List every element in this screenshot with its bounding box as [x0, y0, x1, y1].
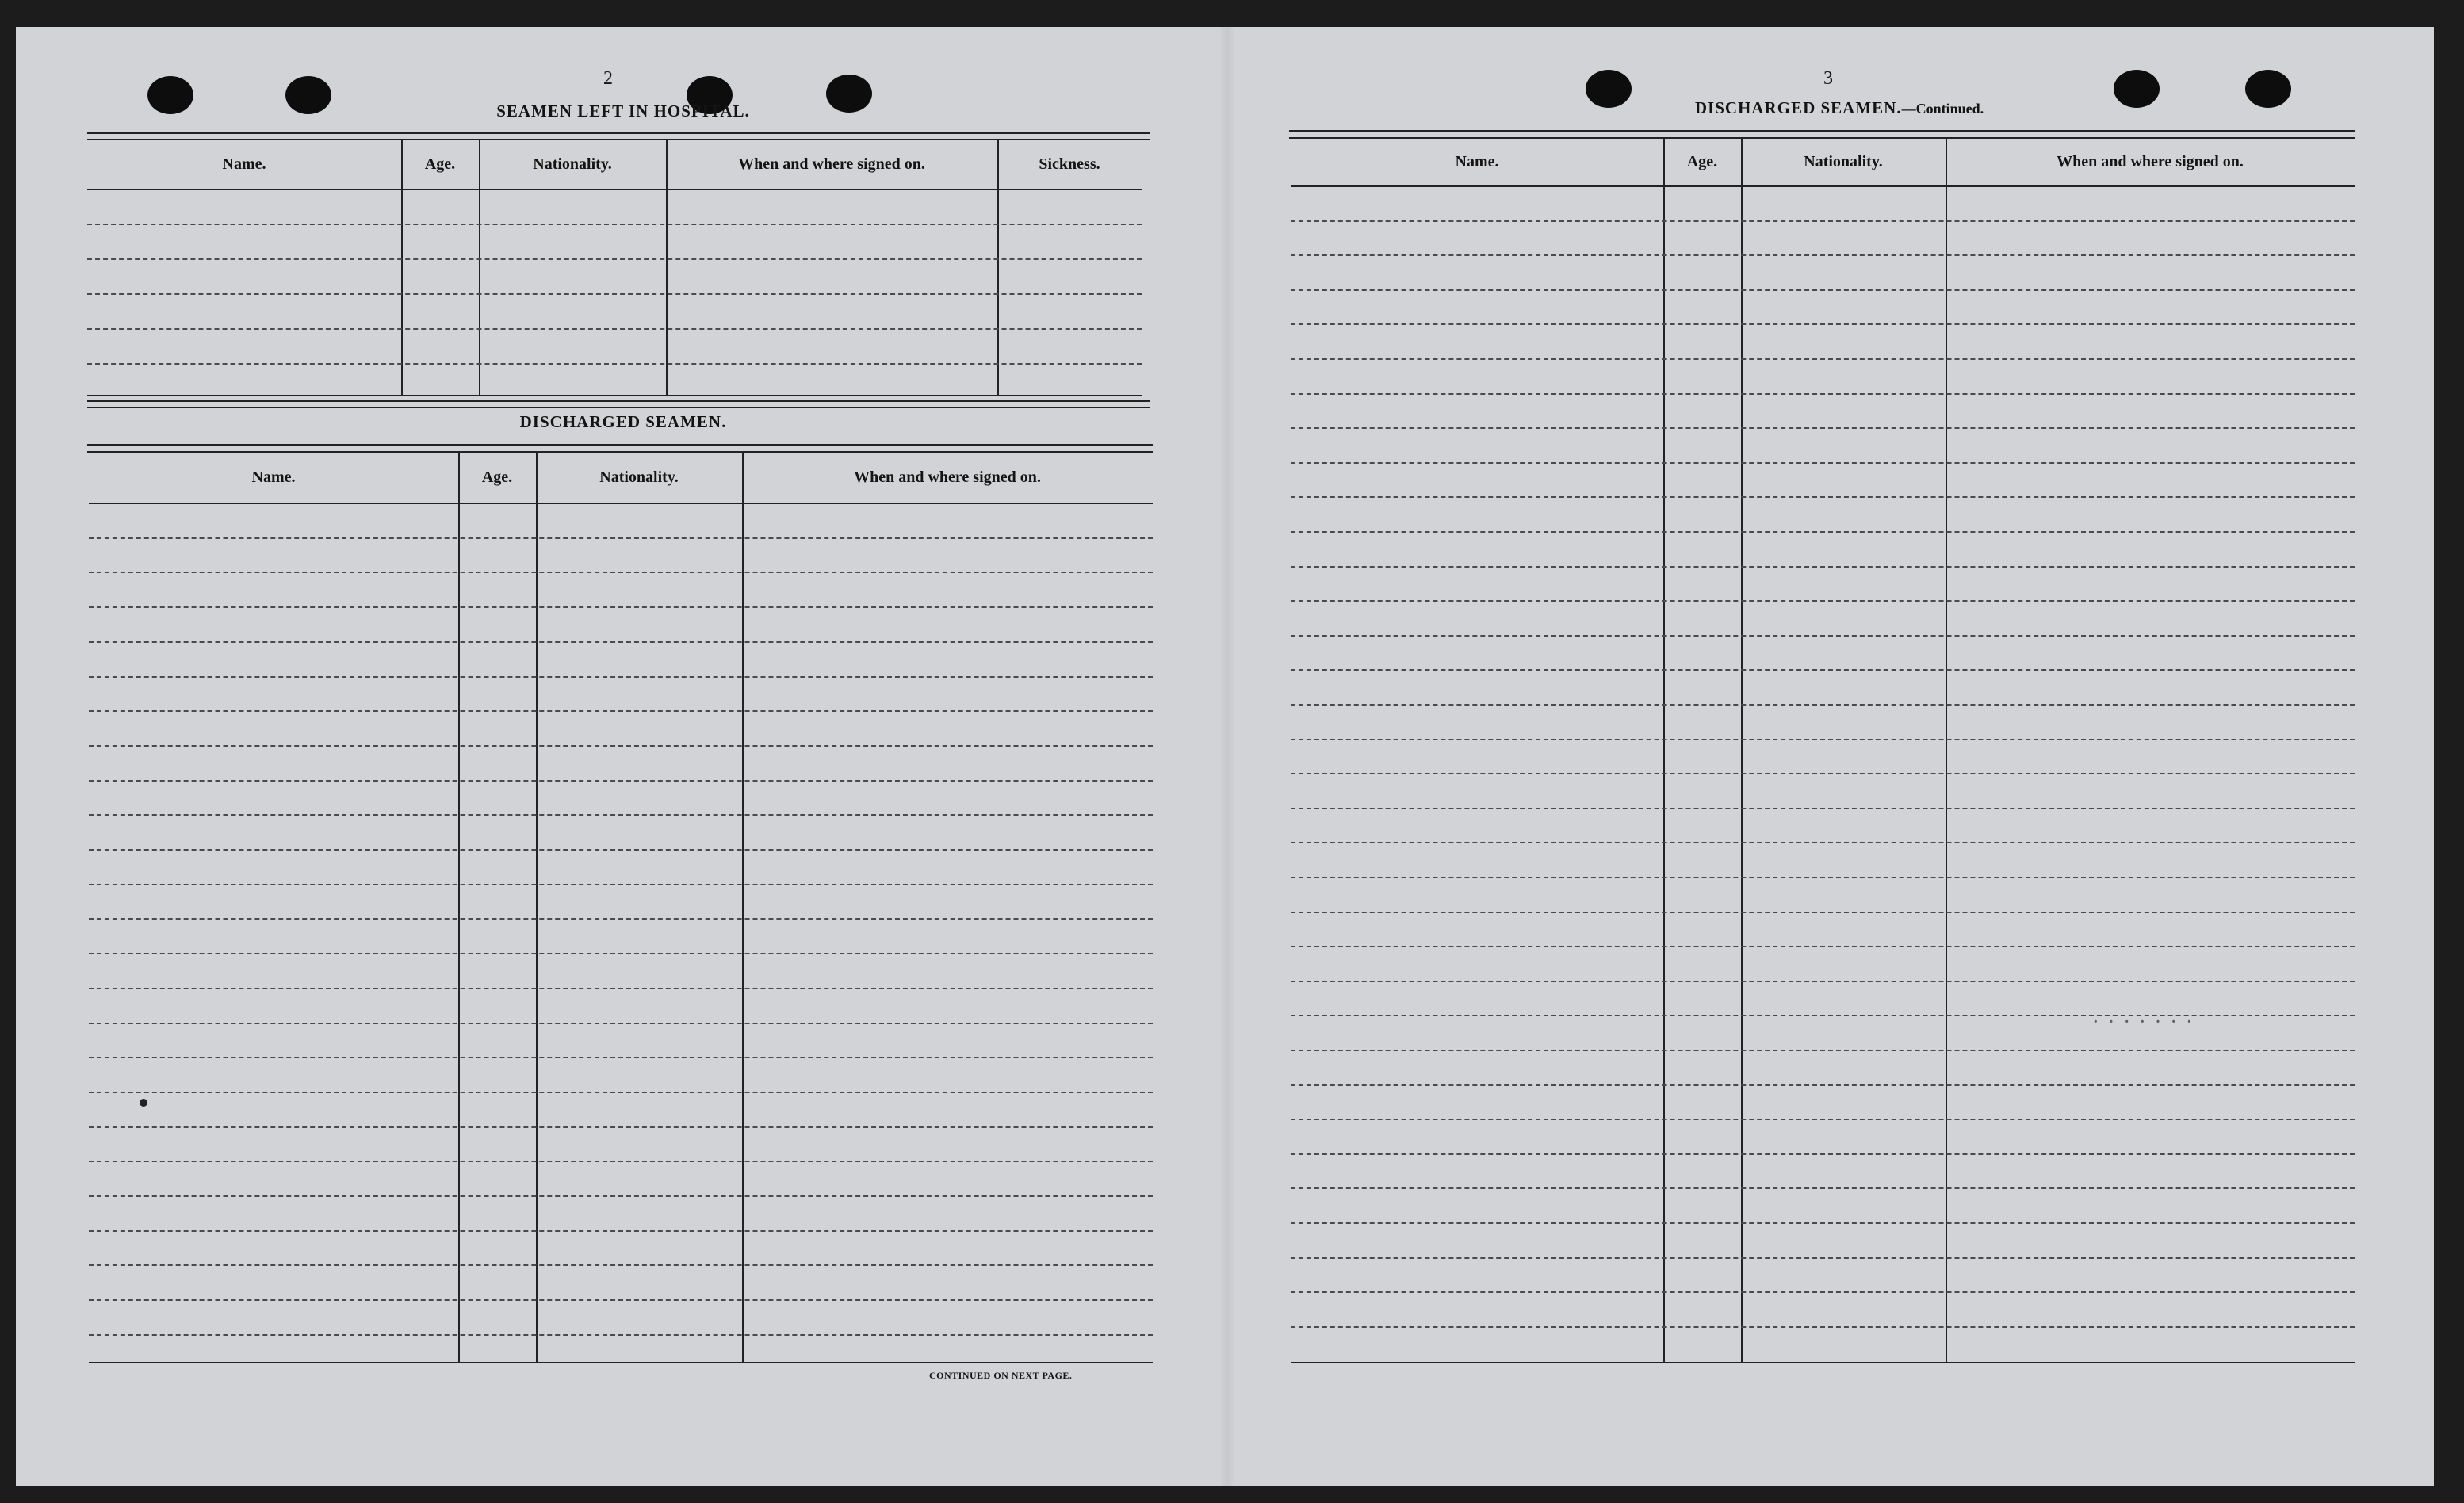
entry-row-line [1291, 808, 2355, 809]
column-header: Name. [1455, 153, 1499, 170]
column-header: When and where signed on. [854, 468, 1041, 486]
discharged-continued-table [1291, 138, 2355, 1363]
entry-row-line [1291, 1119, 2355, 1120]
column-header: When and where signed on. [2057, 153, 2244, 170]
entry-row-line [89, 1057, 1153, 1058]
entry-row-line [89, 918, 1153, 920]
entry-row-line [89, 745, 1153, 747]
entry-row-line [1291, 1291, 2355, 1293]
entry-row-line [89, 884, 1153, 885]
entry-row-line [1291, 323, 2355, 325]
entry-row-line [1291, 393, 2355, 395]
entry-row-line [1291, 1084, 2355, 1086]
right-page-number: 3 [1823, 68, 1833, 89]
entry-row-line [89, 814, 1153, 816]
column-divider [1663, 138, 1665, 1362]
column-divider [458, 452, 460, 1362]
hospital-section-title: SEAMEN LEFT IN HOSPITAL. [496, 101, 750, 120]
entry-row-line [89, 641, 1153, 643]
faint-stamp-mark: · · · · · · · [2093, 1013, 2195, 1031]
header-underline [89, 503, 1153, 504]
entry-row-line [1291, 635, 2355, 637]
entry-row-line [1291, 1153, 2355, 1155]
document-sheet [16, 27, 2434, 1486]
entry-row-line [1291, 462, 2355, 464]
entry-row-line [1291, 427, 2355, 429]
entry-row-line [1291, 1326, 2355, 1328]
entry-row-line [1291, 669, 2355, 671]
entry-row-line [1291, 600, 2355, 602]
entry-row-line [89, 537, 1153, 539]
entry-row-line [89, 1023, 1153, 1024]
entry-row-line [89, 1299, 1153, 1301]
entry-row-line [87, 363, 1142, 365]
entry-row-line [1291, 877, 2355, 878]
entry-row-line [87, 258, 1142, 260]
discharged-continued-title [1506, 98, 2172, 118]
entry-row-line [87, 328, 1142, 330]
hospital-table [87, 140, 1142, 396]
entry-row-line [1291, 531, 2355, 533]
entry-row-line [87, 293, 1142, 295]
entry-row-line [89, 572, 1153, 573]
entry-row-line [89, 780, 1153, 782]
column-header: Name. [222, 155, 266, 173]
discharged-continued-title-suffix: —Continued. [1901, 101, 1984, 117]
column-divider [536, 452, 538, 1362]
entry-row-line [1291, 1257, 2355, 1259]
entry-row-line [1291, 773, 2355, 774]
entry-row-line [89, 676, 1153, 678]
continued-footnote: CONTINUED ON NEXT PAGE. [929, 1370, 1073, 1381]
entry-row-line [89, 606, 1153, 608]
entry-row-line [89, 1092, 1153, 1093]
column-header: Nationality. [599, 468, 679, 486]
header-underline [87, 189, 1142, 190]
entry-row-line [1291, 704, 2355, 706]
discharged-top-rule [87, 400, 1150, 408]
left-page-number: 2 [603, 68, 613, 89]
entry-row-line [1291, 289, 2355, 291]
entry-row-line [1291, 1222, 2355, 1224]
entry-row-line [89, 1264, 1153, 1266]
discharged-table [89, 452, 1153, 1363]
punch-hole [147, 76, 193, 114]
discharged-continued-title-main: DISCHARGED SEAMEN. [1694, 98, 1902, 117]
entry-row-line [1291, 496, 2355, 498]
entry-row-line [89, 1230, 1153, 1232]
entry-row-line [1291, 566, 2355, 568]
entry-row-line [89, 1195, 1153, 1197]
column-header: Name. [251, 468, 296, 486]
column-divider [1946, 138, 1947, 1362]
entry-row-line [1291, 1187, 2355, 1189]
entry-row-line [1291, 220, 2355, 222]
entry-row-line [1291, 946, 2355, 947]
entry-row-line [1291, 842, 2355, 843]
entry-row-line [89, 710, 1153, 712]
entry-row-line [89, 988, 1153, 989]
entry-row-line [89, 1161, 1153, 1162]
column-header: Nationality. [533, 155, 612, 173]
header-underline [1291, 185, 2355, 187]
entry-row-line [1291, 981, 2355, 982]
column-header: Nationality. [1804, 153, 1883, 170]
entry-row-line [1291, 1050, 2355, 1051]
column-divider [1741, 138, 1743, 1362]
page-fold [1221, 27, 1234, 1486]
entry-row-line [89, 1126, 1153, 1128]
column-header: Age. [481, 468, 513, 486]
entry-row-line [1291, 912, 2355, 913]
entry-row-line [1291, 254, 2355, 256]
entry-row-line [1291, 739, 2355, 740]
entry-row-line [89, 1334, 1153, 1336]
entry-row-line [87, 224, 1142, 225]
column-divider [742, 452, 744, 1362]
column-header: Sickness. [1039, 155, 1100, 173]
entry-row-line [1291, 358, 2355, 360]
column-header: Age. [1686, 153, 1718, 170]
discharged-section-title: DISCHARGED SEAMEN. [519, 412, 727, 431]
entry-row-line [89, 849, 1153, 851]
punch-hole [2245, 70, 2291, 108]
entry-row-line [89, 953, 1153, 954]
column-header: When and where signed on. [738, 155, 925, 173]
column-header: Age. [424, 155, 456, 173]
ink-speck [140, 1099, 147, 1107]
